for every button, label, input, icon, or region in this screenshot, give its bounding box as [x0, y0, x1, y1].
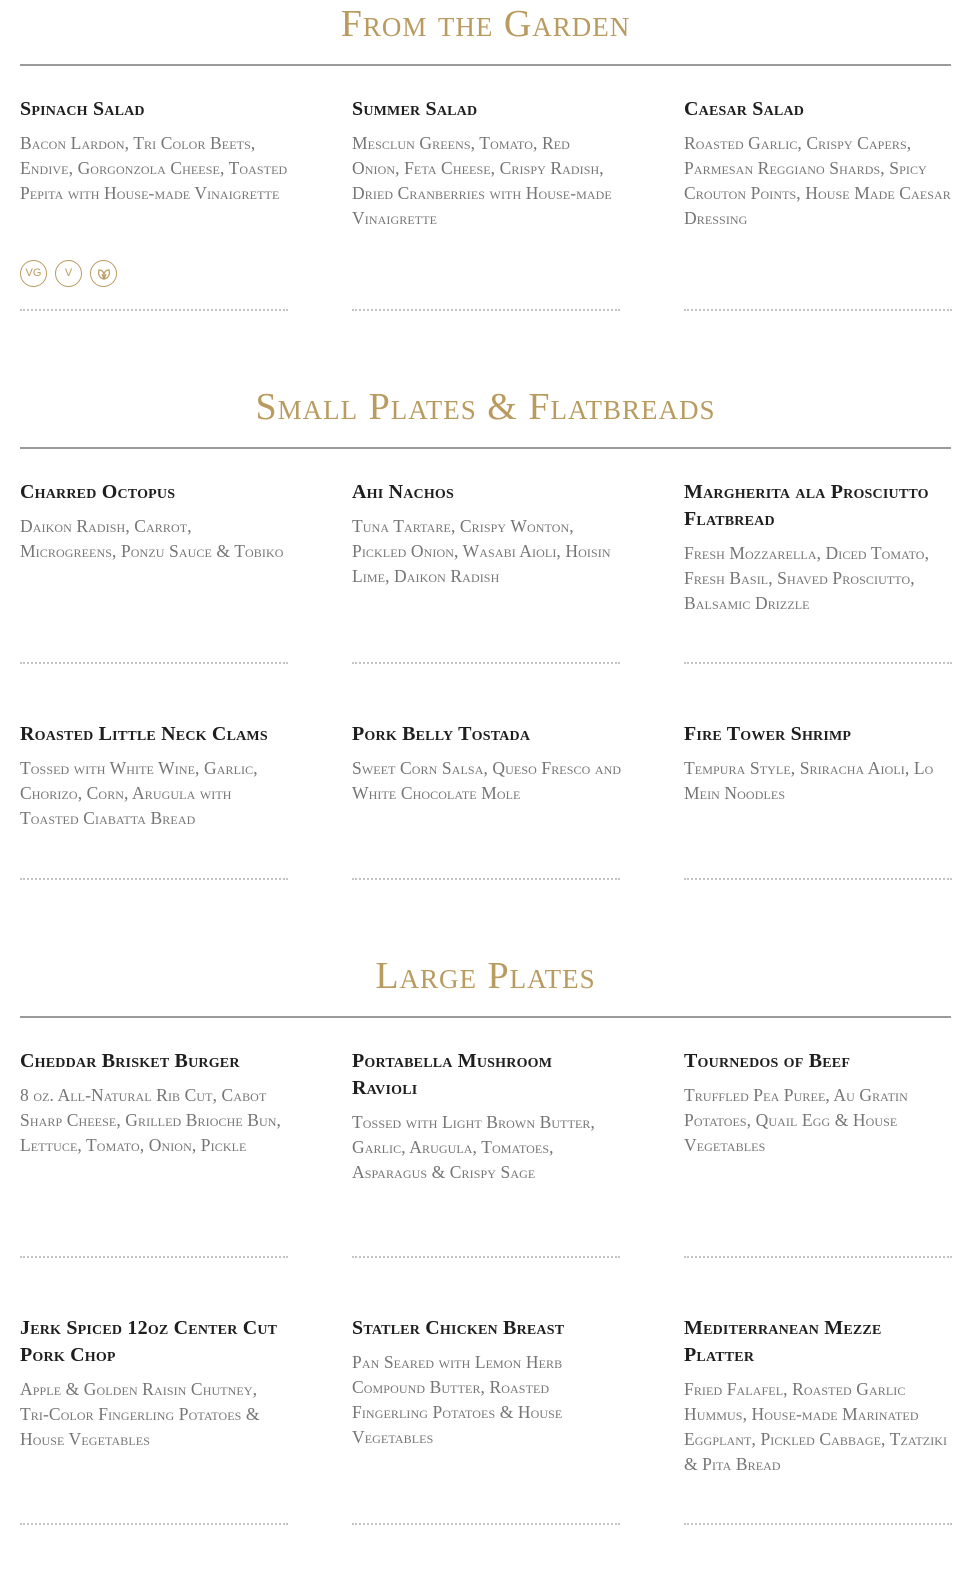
item-description: Sweet Corn Salsa, Queso Fresco and White Chocolate Mole — [352, 758, 622, 803]
section-divider — [20, 447, 951, 449]
menu-item — [20, 1315, 290, 1452]
item-description: Bacon Lardon, Tri Color Beets, Endive, Gorgonzola Cheese, Toasted Pepita with House-made Vinaigrette — [20, 133, 288, 203]
item-description: Apple & Golden Raisin Chutney, Tri-Color Fingerling Potatoes & House Vegetables — [20, 1379, 260, 1449]
dotted-separator — [20, 878, 288, 880]
item-name: Mediterranean Mezze Platter — [684, 1317, 882, 1366]
menu-item — [20, 96, 290, 206]
item-description: Fresh Mozzarella, Diced Tomato, Fresh Basil, Shaved Prosciutto, Balsamic Drizzle — [684, 543, 930, 613]
section-large-plates — [20, 954, 951, 1474]
item-description: Tossed with White Wine, Garlic, Chorizo, Corn, Arugula with Toasted Ciabatta Bread — [20, 758, 258, 828]
item-description: 8 oz. All-Natural Rib Cut, Cabot Sharp Cheese, Grilled Brioche Bun, Lettuce, Tomato, Onion, Pickle — [20, 1085, 282, 1155]
vegan-badge-icon: VG — [20, 260, 47, 287]
section-title: Large Plates — [375, 955, 596, 997]
menu-item — [352, 96, 622, 231]
section-title: From the Garden — [340, 3, 631, 45]
dotted-separator — [352, 309, 620, 311]
dotted-separator — [684, 662, 952, 664]
item-description: Tempura Style, Sriracha Aioli, Lo Mein Noodles — [684, 758, 934, 803]
item-description: Fried Falafel, Roasted Garlic Hummus, House-made Marinated Eggplant, Pickled Cabbage, Tzatziki & Pita Bread — [684, 1379, 948, 1474]
item-name: Caesar Salad — [684, 98, 805, 120]
menu-item — [684, 96, 954, 231]
item-name: Margherita ala Prosciutto Flatbread — [684, 481, 929, 530]
menu-item — [684, 479, 954, 616]
dotted-separator — [684, 1256, 952, 1258]
item-name: Tournedos of Beef — [684, 1050, 851, 1072]
item-name: Fire Tower Shrimp — [684, 723, 852, 745]
dotted-separator — [20, 309, 288, 311]
section-divider — [20, 64, 951, 66]
dotted-separator — [684, 878, 952, 880]
dotted-separator — [684, 309, 952, 311]
menu-item — [684, 1048, 954, 1158]
section-title: Small Plates & Flatbreads — [255, 386, 716, 428]
dotted-separator — [684, 1523, 952, 1525]
item-description: Tuna Tartare, Crispy Wonton, Pickled Onion, Wasabi Aioli, Hoisin Lime, Daikon Radish — [352, 516, 611, 586]
dotted-separator — [20, 662, 288, 664]
dotted-separator — [352, 878, 620, 880]
menu-item — [20, 479, 290, 564]
dotted-separator — [352, 1523, 620, 1525]
item-name: Portabella Mushroom Ravioli — [352, 1050, 553, 1099]
section-garden — [20, 2, 951, 279]
item-description: Daikon Radish, Carrot, Microgreens, Ponzu Sauce & Tobiko — [20, 516, 284, 561]
item-name: Jerk Spiced 12oz Center Cut Pork Chop — [20, 1317, 278, 1366]
item-name: Cheddar Brisket Burger — [20, 1050, 240, 1072]
dotted-separator — [20, 1256, 288, 1258]
item-description: Roasted Garlic, Crispy Capers, Parmesan Reggiano Shards, Spicy Crouton Points, House Made Caesar Dressing — [684, 133, 951, 228]
item-description: Pan Seared with Lemon Herb Compound Butter, Roasted Fingerling Potatoes & House Vegetables — [352, 1352, 563, 1447]
menu-item — [352, 721, 622, 806]
item-name: Summer Salad — [352, 98, 478, 120]
item-name: Spinach Salad — [20, 98, 145, 120]
menu-item — [352, 1315, 622, 1450]
menu-item — [684, 721, 954, 806]
item-description: Truffled Pea Puree, Au Gratin Potatoes, Quail Egg & House Vegetables — [684, 1085, 908, 1155]
vegetarian-badge-icon: V — [55, 260, 82, 287]
menu-item — [684, 1315, 954, 1477]
menu-item — [352, 479, 622, 589]
leaf-badge-icon — [90, 260, 117, 287]
menu-item — [352, 1048, 622, 1185]
dotted-separator — [352, 1256, 620, 1258]
menu-item — [20, 1048, 290, 1158]
dotted-separator — [352, 662, 620, 664]
item-name: Roasted Little Neck Clams — [20, 723, 268, 745]
dotted-separator — [20, 1523, 288, 1525]
item-description: Tossed with Light Brown Butter, Garlic, Arugula, Tomatoes, Asparagus & Crispy Sage — [352, 1112, 596, 1182]
dietary-badges — [20, 260, 117, 287]
item-description: Mesclun Greens, Tomato, Red Onion, Feta Cheese, Crispy Radish, Dried Cranberries with House-made Vinaigrette — [352, 133, 612, 228]
section-divider — [20, 1016, 951, 1018]
menu-item — [20, 721, 290, 831]
item-name: Charred Octopus — [20, 481, 176, 503]
item-name: Pork Belly Tostada — [352, 723, 531, 745]
section-small-plates — [20, 385, 951, 828]
item-name: Statler Chicken Breast — [352, 1317, 565, 1339]
item-name: Ahi Nachos — [352, 481, 455, 503]
